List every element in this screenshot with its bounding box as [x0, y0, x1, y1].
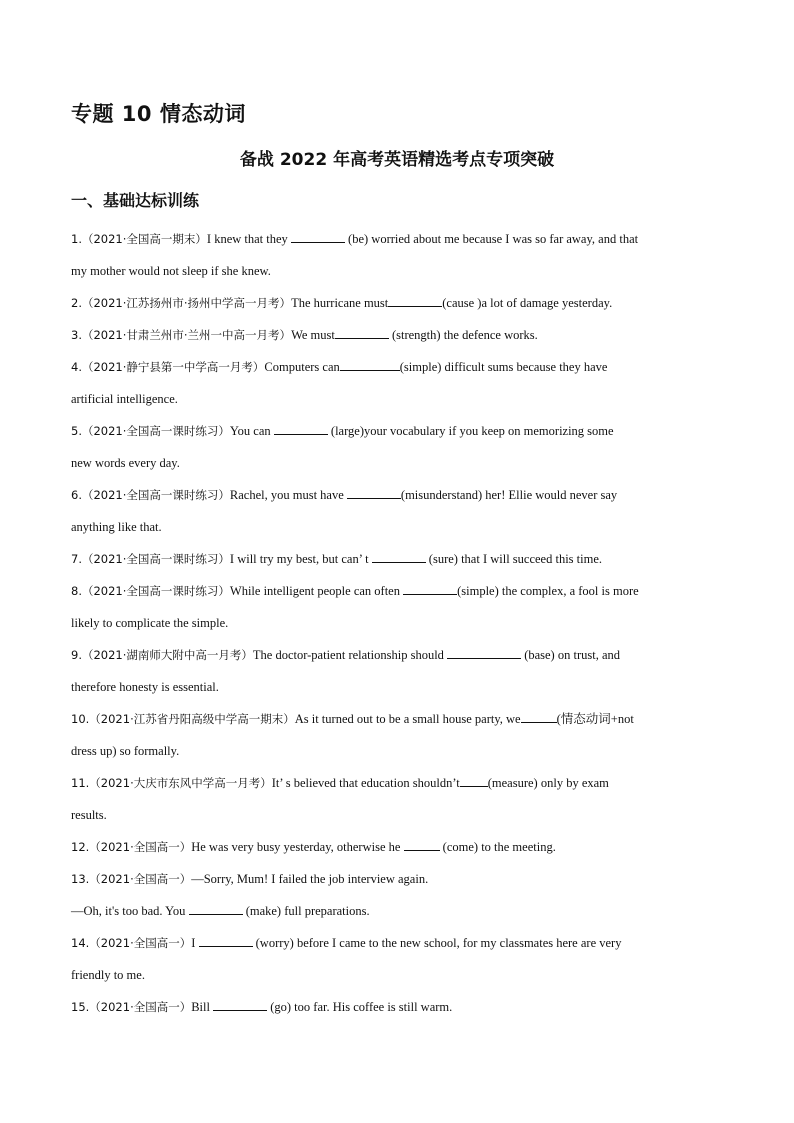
question-text: (simple) difficult sums because they have	[399, 360, 608, 374]
question-text: (come) to the meeting.	[439, 840, 556, 854]
question-text: Bill	[191, 1000, 214, 1014]
question-4	[71, 354, 731, 418]
question-source: （2021·全国高一课时练习）	[81, 488, 230, 502]
question-text: I	[191, 936, 199, 950]
question-line	[71, 706, 731, 738]
question-line	[71, 546, 731, 578]
question-text: (strength) the defence works.	[388, 328, 538, 342]
question-source: （2021·江苏扬州市·扬州中学高一月考）	[81, 296, 292, 310]
question-line	[71, 290, 731, 322]
question-8	[71, 578, 731, 642]
question-text: The doctor-patient relationship should	[252, 648, 448, 662]
question-7	[71, 546, 731, 578]
question-continuation: my mother would not sleep if she knew.	[71, 264, 271, 278]
answer-blank[interactable]	[291, 230, 345, 243]
question-number: 4.	[71, 360, 82, 374]
question-3	[71, 322, 731, 354]
question-text: While intelligent people can often	[229, 584, 404, 598]
question-source: （2021·全国高一期末）	[81, 232, 207, 246]
question-text: As it turned out to be a small house party, we	[294, 712, 521, 726]
question-text: The hurricane must	[291, 296, 389, 310]
question-text: —Sorry, Mum! I failed the job interview again.	[191, 872, 429, 886]
answer-blank[interactable]	[189, 902, 243, 915]
question-text: I will try my best, but can’ t	[229, 552, 372, 566]
question-continuation: anything like that.	[71, 520, 162, 534]
section-heading: 一、基础达标训练	[71, 191, 200, 210]
question-text: (worry) before I came to the new school, for my classmates here are very	[252, 936, 622, 950]
question-continuation: artificial intelligence.	[71, 392, 178, 406]
question-12	[71, 834, 731, 866]
question-continuation: likely to complicate the simple.	[71, 616, 229, 630]
question-14	[71, 930, 731, 994]
question-text: (cause )a lot of damage yesterday.	[442, 296, 613, 310]
question-source: （2021·全国高一）	[89, 1000, 192, 1014]
document-subtitle: 备战 2022 年高考英语精选考点专项突破	[239, 150, 555, 170]
question-line	[71, 834, 731, 866]
question-line	[71, 578, 731, 610]
question-line	[71, 866, 731, 898]
question-source: （2021·甘肃兰州市·兰州一中高一月考）	[81, 328, 292, 342]
question-number: 5.	[71, 424, 82, 438]
question-text: He was very busy yesterday, otherwise he	[191, 840, 404, 854]
question-continuation: friendly to me.	[71, 968, 145, 982]
question-source: （2021·江苏省丹阳高级中学高一期末）	[89, 712, 295, 726]
question-text: (go) too far. His coffee is still warm.	[267, 1000, 453, 1014]
question-number: 2.	[71, 296, 82, 310]
question-9	[71, 642, 731, 706]
question-source: （2021·全国高一）	[89, 840, 192, 854]
question-text: (measure) only by exam	[487, 776, 609, 790]
question-list	[71, 226, 731, 1026]
question-continuation: new words every day.	[71, 456, 180, 470]
question-text: (simple) the complex, a fool is more	[457, 584, 639, 598]
question-number: 7.	[71, 552, 82, 566]
question-text: (base) on trust, and	[521, 648, 620, 662]
answer-blank[interactable]	[447, 646, 521, 659]
question-number: 9.	[71, 648, 82, 662]
question-5	[71, 418, 731, 482]
question-text: (情态动词+not	[556, 712, 634, 726]
answer-blank[interactable]	[521, 710, 557, 723]
answer-blank[interactable]	[340, 358, 400, 371]
question-source: （2021·湖南师大附中高一月考）	[81, 648, 253, 662]
answer-blank[interactable]	[403, 582, 457, 595]
question-continuation: dress up) so formally.	[71, 744, 180, 758]
question-6	[71, 482, 731, 546]
question-text: Computers can	[264, 360, 340, 374]
question-source: （2021·全国高一）	[89, 936, 192, 950]
answer-blank[interactable]	[199, 934, 253, 947]
question-line	[71, 642, 731, 674]
answer-blank[interactable]	[388, 294, 442, 307]
answer-blank[interactable]	[335, 326, 389, 339]
topic-title: 专题 10 情态动词	[71, 102, 246, 126]
answer-blank[interactable]	[213, 998, 267, 1011]
question-text: (sure) that I will succeed this time.	[425, 552, 603, 566]
question-number: 3.	[71, 328, 82, 342]
question-line	[71, 994, 731, 1026]
question-continuation: results.	[71, 808, 107, 822]
question-source: （2021·全国高一课时练习）	[81, 552, 230, 566]
question-source: （2021·大庆市东风中学高一月考）	[89, 776, 272, 790]
question-line	[71, 482, 731, 514]
question-number: 14.	[71, 936, 90, 950]
question-10	[71, 706, 731, 770]
question-text: You can	[229, 424, 274, 438]
answer-blank[interactable]	[274, 422, 328, 435]
question-line	[71, 226, 731, 258]
question-line	[71, 354, 731, 386]
question-11	[71, 770, 731, 834]
question-text: It’ s believed that education shouldn’t	[271, 776, 460, 790]
answer-blank[interactable]	[372, 550, 426, 563]
question-source: （2021·全国高一）	[89, 872, 192, 886]
question-text: I knew that they	[206, 232, 291, 246]
question-number: 6.	[71, 488, 82, 502]
question-text: Rachel, you must have	[229, 488, 347, 502]
question-text: We must	[291, 328, 335, 342]
question-2	[71, 290, 731, 322]
question-15	[71, 994, 731, 1026]
question-line	[71, 418, 731, 450]
question-number: 1.	[71, 232, 82, 246]
question-text: (large)your vocabulary if you keep on memorizing some	[327, 424, 614, 438]
question-number: 11.	[71, 776, 90, 790]
question-continuation	[71, 898, 731, 930]
question-line	[71, 930, 731, 962]
answer-blank[interactable]	[347, 486, 401, 499]
question-line	[71, 322, 731, 354]
question-text: —Oh, it's too bad. You	[71, 904, 189, 918]
question-source: （2021·静宁县第一中学高一月考）	[81, 360, 265, 374]
question-number: 12.	[71, 840, 90, 854]
question-text: (be) worried about me because I was so far away, and that	[344, 232, 639, 246]
question-number: 8.	[71, 584, 82, 598]
question-continuation: therefore honesty is essential.	[71, 680, 219, 694]
answer-blank[interactable]	[404, 838, 440, 851]
question-source: （2021·全国高一课时练习）	[81, 584, 230, 598]
question-number: 13.	[71, 872, 90, 886]
question-number: 10.	[71, 712, 90, 726]
question-1	[71, 226, 731, 290]
question-13	[71, 866, 731, 930]
question-number: 15.	[71, 1000, 90, 1014]
question-line	[71, 770, 731, 802]
question-text: (misunderstand) her! Ellie would never say	[400, 488, 618, 502]
answer-blank[interactable]	[460, 774, 488, 787]
question-text: (make) full preparations.	[242, 904, 370, 918]
question-source: （2021·全国高一课时练习）	[81, 424, 230, 438]
